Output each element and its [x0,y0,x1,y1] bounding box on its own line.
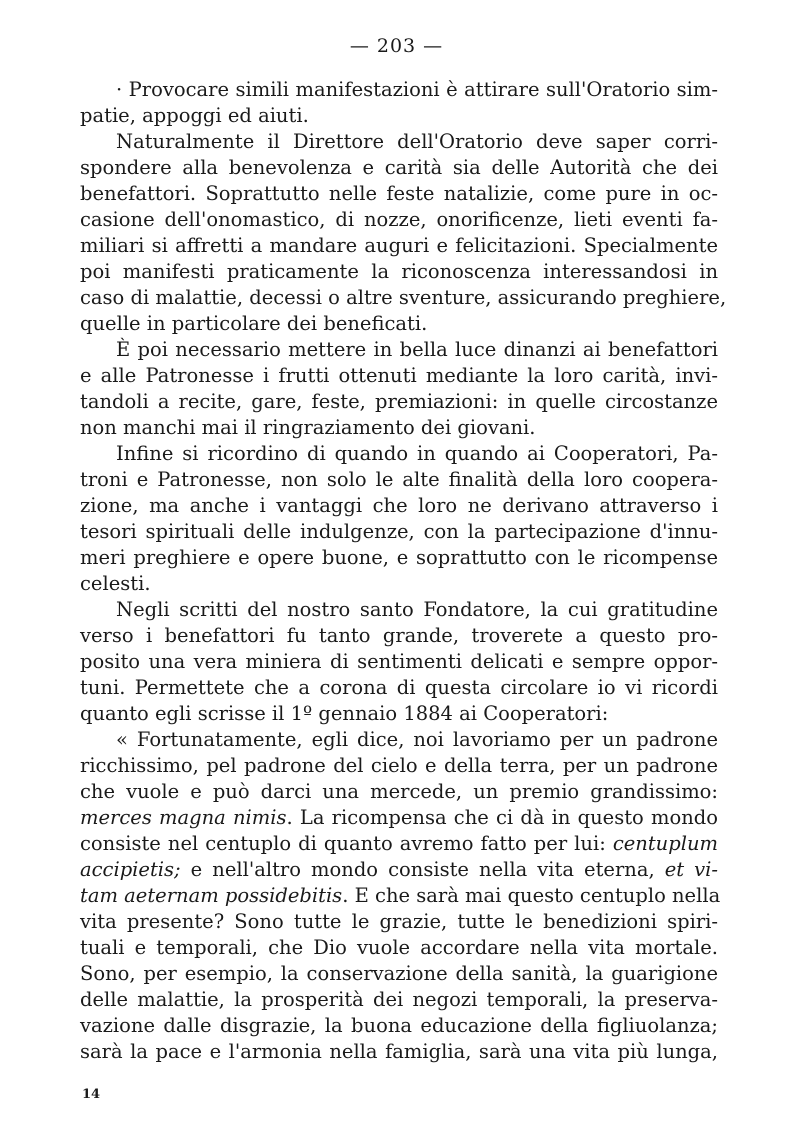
text-line: non manchi mai il ringraziamento dei giovani. [80,416,536,439]
text-line: posito una vera miniera di sentimenti delicati e sempre oppor- [80,650,718,673]
text-line: troni e Patronesse, non solo le alte finalità della loro coopera- [80,468,718,491]
latin-phrase: tam aeternam possidebitis [80,884,343,907]
text-line: ricchissimo, pel padrone del cielo e della terra, per un padrone [80,754,718,777]
signature-mark: 14 [82,1087,101,1102]
text-line: · Provocare simili manifestazioni è attirare sull'Oratorio sim- [116,78,718,101]
latin-phrase: accipietis; [80,858,181,881]
text-line: quelle in particolare dei beneficati. [80,312,428,335]
text-line: verso i benefattori fu tanto grande, troverete a questo pro- [80,624,718,647]
text-line: tuali e temporali, che Dio vuole accordare nella vita mortale. [80,936,718,959]
text-line: meri preghiere e opere buone, e soprattutto con le ricompense [80,546,718,569]
text-line: quanto egli scrisse il 1º gennaio 1884 ai Cooperatori: [80,702,609,725]
text-line: tesori spirituali delle indulgenze, con la partecipazione d'innu- [80,520,718,543]
text-line: vazione dalle disgrazie, la buona educazione della figliuolanza; [80,1014,718,1037]
text-line: Infine si ricordino di quando in quando ai Cooperatori, Pa- [116,442,718,465]
text-line: zione, ma anche i vantaggi che loro ne derivano attraverso i [80,494,718,517]
latin-phrase: merces magna nimis [80,806,287,829]
text-line [80,857,718,883]
text-line: patie, appoggi ed aiuti. [80,104,309,127]
text-line: e alle Patronesse i frutti ottenuti mediante la loro carità, invi- [80,364,718,387]
text-line: Sono, per esempio, la conservazione della sanità, la guarigione [80,962,718,985]
text-line: Negli scritti del nostro santo Fondatore, la cui gratitudine [116,598,718,621]
text-line: vita presente? Sono tutte le grazie, tutte le benedizioni spiri- [80,910,718,933]
text-line: caso di malattie, decessi o altre sventure, assicurando preghiere, [80,286,727,309]
body-text [80,77,727,1065]
text-line: sarà la pace e l'armonia nella famiglia, sarà una vita più lunga, [80,1040,718,1063]
text-segment: e nell'altro mondo consiste nella vita eterna, [180,858,665,881]
text-line: tuni. Permettete che a corona di questa circolare io vi ricordi [80,676,718,699]
page-number: — 203 — [349,35,444,57]
latin-phrase: centuplum [612,832,718,855]
text-line: celesti. [80,572,151,595]
text-line: È poi necessario mettere in bella luce dinanzi ai benefattori [116,338,718,361]
text-line: miliari si affretti a mandare auguri e felicitazioni. Specialmente [80,234,718,257]
text-segment: . E che sarà mai questo centuplo nella [342,884,721,907]
text-segment: . La ricompensa che ci dà in questo mondo [286,806,718,829]
text-line [80,883,721,909]
text-line: casione dell'onomastico, di nozze, onorificenze, lieti eventi fa- [80,208,718,231]
text-line: che vuole e può darci una mercede, un premio grandissimo: [80,780,718,803]
text-line [80,831,718,857]
text-line: Naturalmente il Direttore dell'Oratorio deve saper corri- [116,130,718,153]
text-line: tandoli a recite, gare, feste, premiazioni: in quelle circostanze [80,390,718,413]
text-line: poi manifesti praticamente la riconoscenza interessandosi in [80,260,718,283]
text-line: spondere alla benevolenza e carità sia delle Autorità che dei [80,156,718,179]
text-line [80,805,718,831]
text-line: delle malattie, la prosperità dei negozi temporali, la preserva- [80,988,718,1011]
text-segment: consiste nel centuplo di quanto avremo fatto per lui: [80,832,613,855]
latin-phrase: et vi- [664,858,718,881]
text-line: « Fortunatamente, egli dice, noi lavoriamo per un padrone [116,728,718,751]
text-line: benefattori. Soprattutto nelle feste natalizie, come pure in oc- [80,182,718,205]
